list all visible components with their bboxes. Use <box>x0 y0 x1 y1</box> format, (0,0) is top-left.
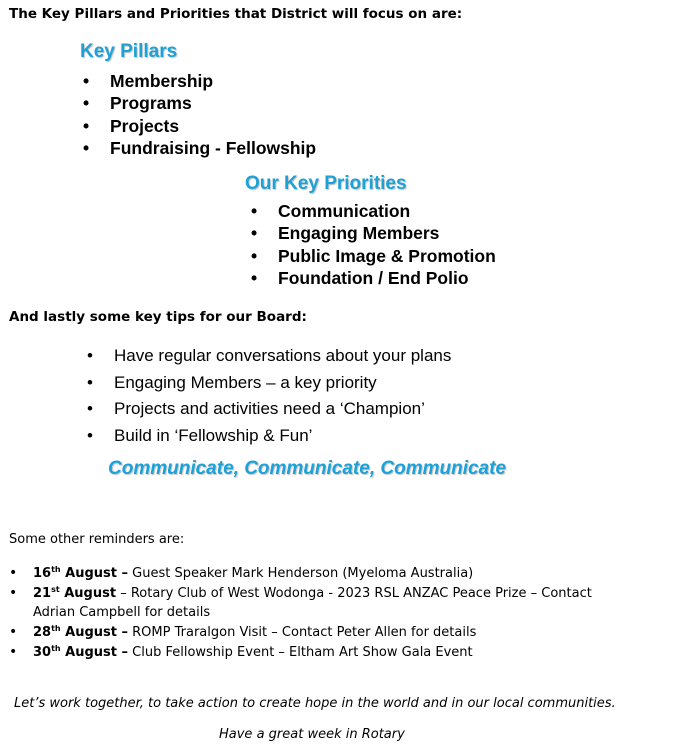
bullet-icon: • <box>87 346 93 365</box>
list-item <box>87 397 451 424</box>
bullet-icon: • <box>9 585 18 601</box>
list-item <box>9 564 609 583</box>
key-pillars-list <box>83 70 317 159</box>
list-item <box>83 92 316 114</box>
bullet-icon: • <box>87 372 93 392</box>
key-priorities-list <box>251 200 496 289</box>
list-item-label: Have regular conversations about your plans <box>114 346 452 365</box>
reminder-text: ROMP Traralgon Visit – Contact Peter Allen for details <box>128 625 477 640</box>
reminders-heading: Some other reminders are: <box>9 532 185 547</box>
reminder-date: 21st August <box>33 585 117 601</box>
list-item <box>87 344 452 371</box>
reminder-text: Guest Speaker Mark Henderson (Myeloma Australia) <box>128 566 474 581</box>
list-item <box>9 584 609 622</box>
list-item <box>87 371 451 398</box>
key-priorities-heading: Our Key Priorities <box>245 173 407 194</box>
bullet-icon: • <box>83 71 90 91</box>
bullet-icon: • <box>251 201 258 221</box>
list-item <box>9 643 609 662</box>
bullet-icon: • <box>251 223 258 244</box>
tips-heading: And lastly some key tips for our Board: <box>9 309 307 325</box>
list-item <box>83 70 316 92</box>
list-item <box>251 222 496 244</box>
list-item-label: Engaging Members <box>278 223 440 244</box>
board-tips-list <box>87 344 452 450</box>
bullet-icon: • <box>9 565 18 581</box>
bullet-icon: • <box>251 245 258 266</box>
list-item-label: Foundation / End Polio <box>278 267 469 288</box>
bullet-icon: • <box>9 624 18 640</box>
list-item <box>83 137 317 159</box>
list-item <box>251 245 496 267</box>
list-item <box>87 424 451 451</box>
reminders-list <box>9 564 609 663</box>
bullet-icon: • <box>83 93 90 114</box>
sign-off: Have a great week in Rotary <box>219 727 405 742</box>
list-item <box>83 115 316 137</box>
list-item-label: Communication <box>278 201 411 221</box>
key-pillars-heading: Key Pillars <box>80 41 178 62</box>
reminder-text: – Rotary Club of West Wodonga - 2023 RSL ANZAC Peace Prize – Contact Adrian Campbell for details <box>33 586 592 620</box>
bullet-icon: • <box>83 137 90 158</box>
list-item <box>9 623 609 642</box>
tagline: Communicate, Communicate, Communicate <box>108 458 507 479</box>
reminder-date: 28th August – <box>33 624 129 640</box>
list-item-label: Public Image & Promotion <box>278 245 496 266</box>
bullet-icon: • <box>83 115 90 136</box>
reminder-text: Club Fellowship Event – Eltham Art Show Gala Event <box>128 645 473 660</box>
bullet-icon: • <box>87 425 93 445</box>
list-item <box>251 267 496 289</box>
list-item-label: Build in ‘Fellowship & Fun’ <box>114 425 313 445</box>
reminder-date: 30th August – <box>33 644 129 660</box>
bullet-icon: • <box>87 399 93 418</box>
reminder-date: 16th August – <box>33 565 129 581</box>
list-item-label: Fundraising - Fellowship <box>110 137 317 158</box>
list-item-label: Projects and activities need a ‘Champion’ <box>114 399 425 418</box>
bullet-icon: • <box>9 644 18 660</box>
list-item-label: Engaging Members – a key priority <box>114 372 377 392</box>
list-item-label: Membership <box>110 71 214 91</box>
list-item <box>251 200 496 222</box>
list-item-label: Projects <box>110 115 180 136</box>
intro-heading: The Key Pillars and Priorities that District will focus on are: <box>9 6 463 22</box>
list-item-label: Programs <box>110 93 192 114</box>
closing-line: Let’s work together, to take action to create hope in the world and in our local communities. <box>14 696 616 711</box>
bullet-icon: • <box>251 267 258 288</box>
